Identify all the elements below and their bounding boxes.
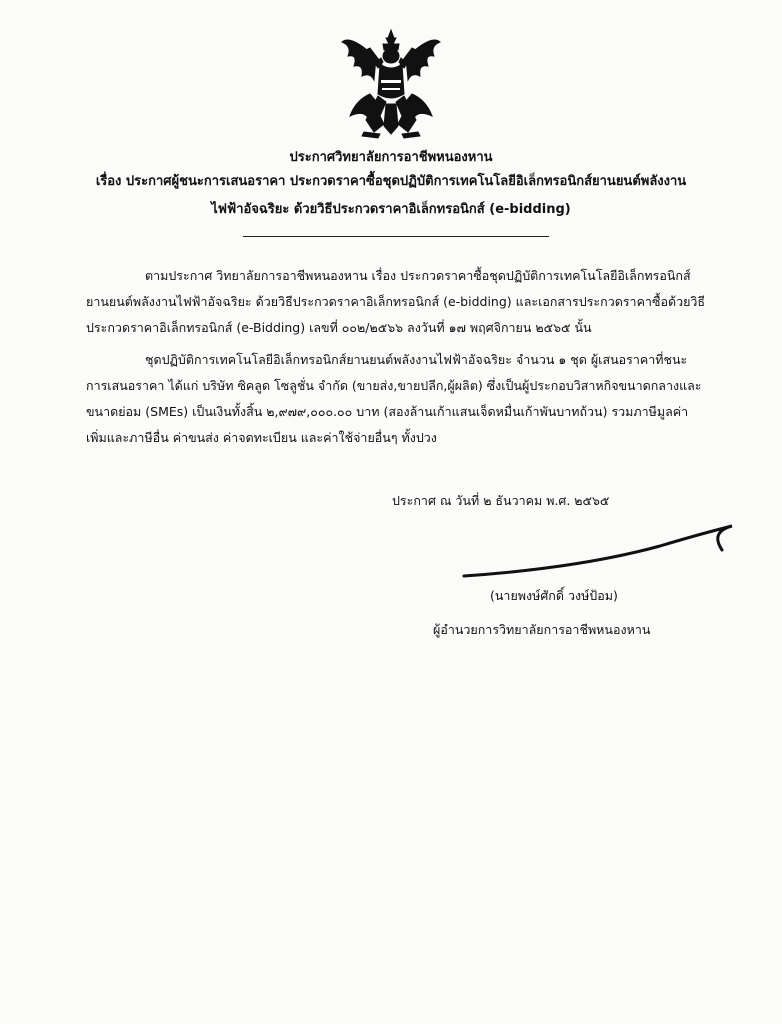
garuda-emblem <box>336 28 446 143</box>
paragraph-1-line-1: ตามประกาศ วิทยาลัยการอาชีพหนองหาน เรื่อง ประกวดราคาซื้อชุดปฏิบัติการเทคโนโลยีอิเล็กทรอนิกส์ <box>145 268 691 283</box>
announcement-subject: เรื่อง ประกาศผู้ชนะการเสนอราคา ประกวดราคาซื้อชุดปฏิบัติการเทคโนโลยีอิเล็กทรอนิกส์ยานยนต์พลังงาน <box>95 174 687 189</box>
signer-title: ผู้อำนวยการวิทยาลัยการอาชีพหนองหาน <box>433 622 651 637</box>
announcement-subject-cont: ไฟฟ้าอัจฉริยะ ด้วยวิธีประกวดราคาอิเล็กทรอนิกส์ (e-bidding) <box>211 202 571 217</box>
announcement-date: ประกาศ ณ วันที่ ๒ ธันวาคม พ.ศ. ๒๕๖๕ <box>392 493 610 508</box>
paragraph-1-line-2: ยานยนต์พลังงานไฟฟ้าอัจฉริยะ ด้วยวิธีประกวดราคาอิเล็กทรอนิกส์ (e-bidding) และเอกสารประกวดราคาซื้อด้วยวิธี <box>86 294 706 309</box>
paragraph-2-line-3: ขนาดย่อม (SMEs) เป็นเงินทั้งสิ้น ๒,๙๗๙,๐๐๐.๐๐ บาท (สองล้านเก้าแสนเจ็ดหมื่นเก้าพันบาทถ้วน) รวมภาษีมูลค่า <box>86 404 689 419</box>
signer-name: (นายพงษ์ศักดิ์ วงษ์ป้อม) <box>490 588 618 603</box>
paragraph-2-line-1: ชุดปฏิบัติการเทคโนโลยีอิเล็กทรอนิกส์ยานยนต์พลังงานไฟฟ้าอัจฉริยะ จำนวน ๑ ชุด ผู้เสนอราคาที่ชนะ <box>145 352 688 367</box>
institution-title: ประกาศวิทยาลัยการอาชีพหนองหาน <box>289 150 493 165</box>
paragraph-2-line-2: การเสนอราคา ได้แก่ บริษัท ซิคลูด โซลูชั่น จำกัด (ขายส่ง,ขายปลีก,ผู้ผลิต) ซึ่งเป็นผู้ประกอบวิสาหกิจขนาดกลางและ <box>86 378 702 393</box>
divider-line <box>243 236 549 237</box>
paragraph-2-line-4: เพิ่มและภาษีอื่น ค่าขนส่ง ค่าจดทะเบียน และค่าใช้จ่ายอื่นๆ ทั้งปวง <box>86 430 437 445</box>
paragraph-1-line-3: ประกวดราคาอิเล็กทรอนิกส์ (e-Bidding) เลขที่ ๐๐๒/๒๕๖๖ ลงวันที่ ๑๗ พฤศจิกายน ๒๕๖๕ นั้น <box>86 320 592 335</box>
signature <box>460 518 740 588</box>
